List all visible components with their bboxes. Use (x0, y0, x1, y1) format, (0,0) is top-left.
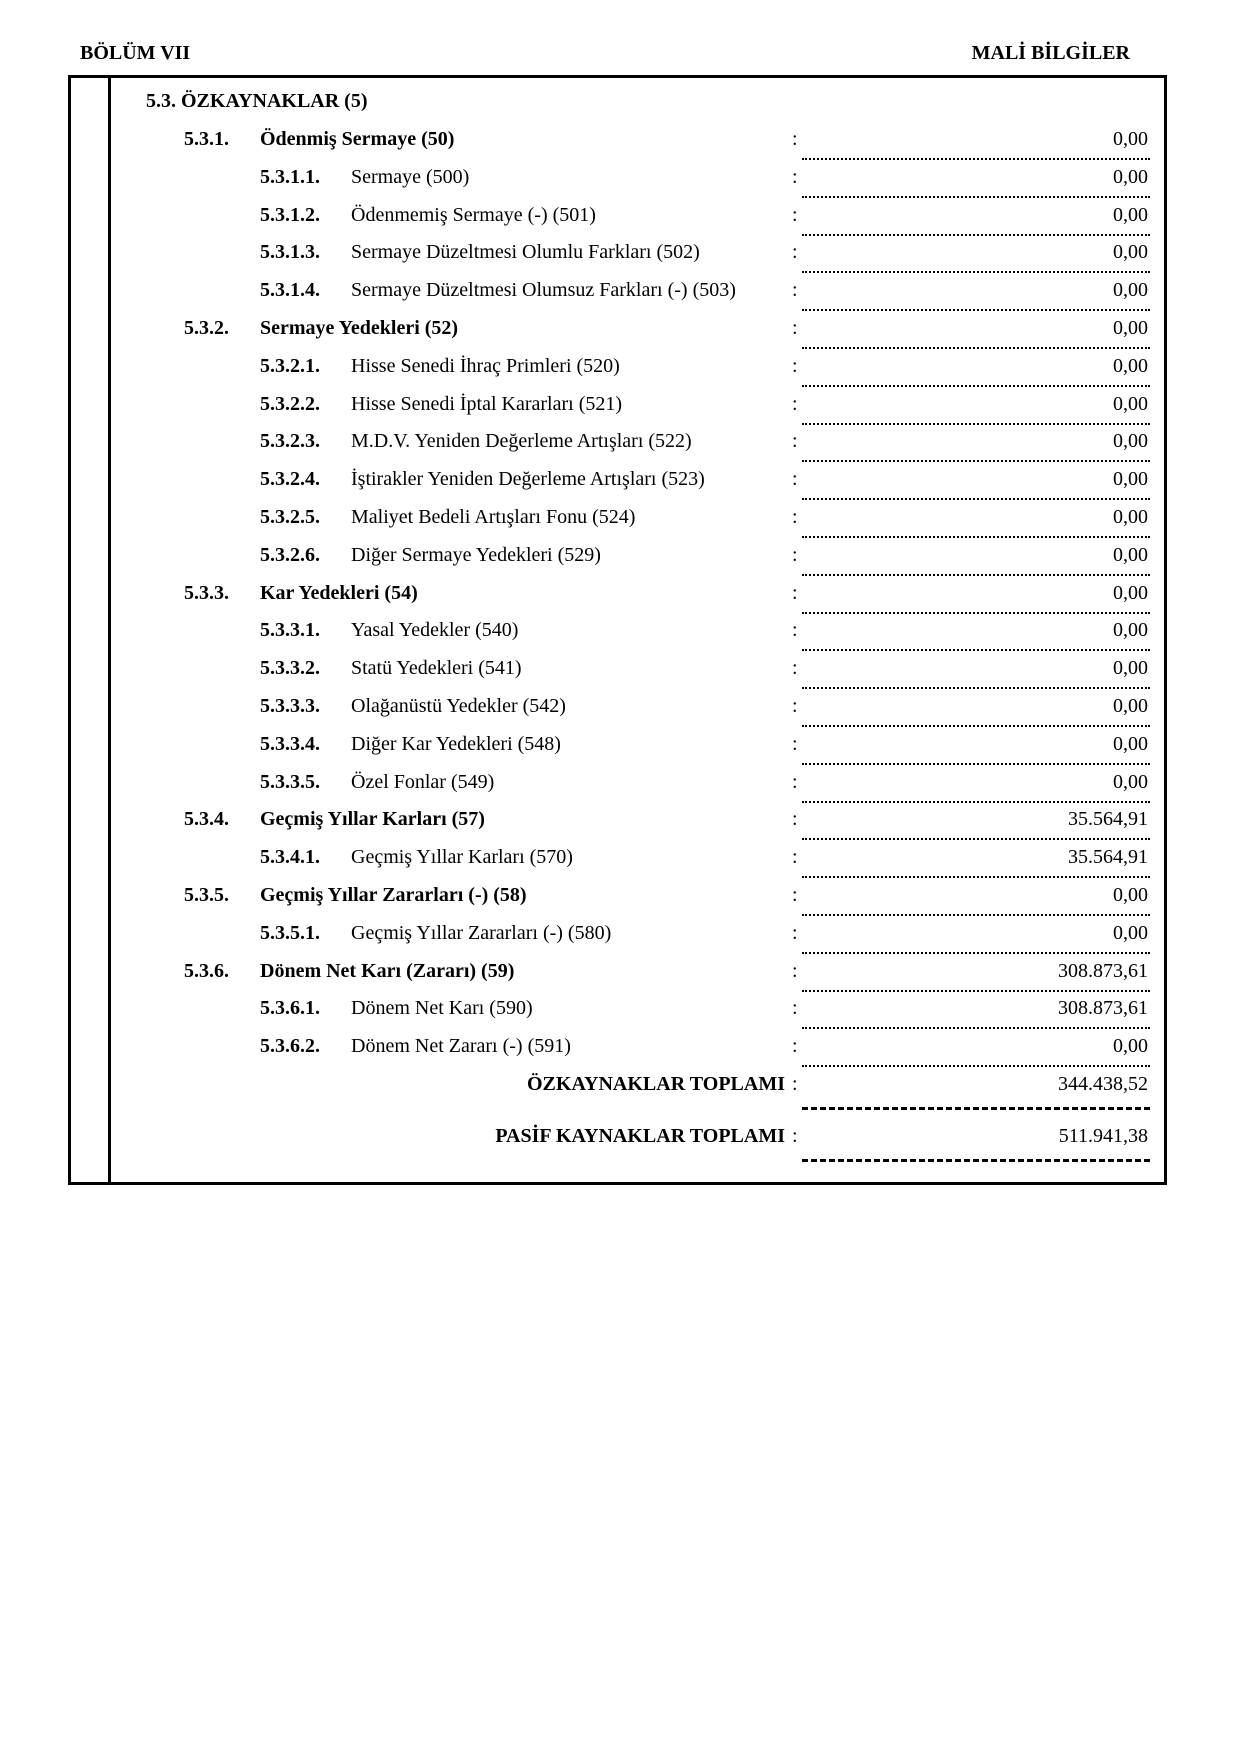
table-row (0, 317, 1240, 347)
total-value: 511.941,38 (1058, 1125, 1148, 1147)
table-row (0, 997, 1240, 1027)
value-dotted-field (802, 619, 1150, 651)
section-header: MALİ BİLGİLER (971, 42, 1130, 64)
table-row (0, 922, 1240, 952)
value-dotted-field (802, 241, 1150, 273)
row-value: 0,00 (1113, 770, 1148, 793)
row-colon: : (792, 543, 798, 566)
total-dashed-field (802, 1125, 1150, 1162)
row-label: Dönem Net Zararı (-) (591) (351, 1035, 571, 1058)
section-title: 5.3. ÖZKAYNAKLAR (5) (146, 90, 368, 112)
row-value: 0,00 (1113, 165, 1148, 188)
row-colon: : (792, 1035, 798, 1058)
row-number: 5.3.1.2. (260, 203, 320, 226)
value-dotted-field (802, 922, 1150, 954)
table-row (0, 846, 1240, 876)
row-number: 5.3.3.1. (260, 619, 320, 642)
row-number: 5.3.3.4. (260, 732, 320, 755)
row-label: Ödenmemiş Sermaye (-) (501) (351, 203, 596, 226)
value-dotted-field (802, 771, 1150, 803)
row-label: Geçmiş Yıllar Zararları (-) (58) (260, 884, 527, 906)
row-value: 0,00 (1113, 430, 1148, 453)
value-dotted-field (802, 128, 1150, 160)
row-label: Sermaye Düzeltmesi Olumlu Farkları (502) (351, 241, 700, 264)
row-number: 5.3.2.3. (260, 430, 320, 453)
row-colon: : (792, 392, 798, 415)
value-dotted-field (802, 733, 1150, 765)
row-number: 5.3.4.1. (260, 846, 320, 869)
row-number: 5.3.2.1. (260, 354, 320, 377)
chapter-header: BÖLÜM VII (80, 42, 191, 64)
table-row (0, 1035, 1240, 1065)
row-colon: : (792, 846, 798, 869)
value-dotted-field (802, 430, 1150, 462)
row-label: Dönem Net Karı (Zararı) (59) (260, 959, 515, 982)
value-dotted-field (802, 355, 1150, 387)
row-colon: : (792, 884, 798, 906)
table-row (0, 204, 1240, 234)
row-label: M.D.V. Yeniden Değerleme Artışları (522) (351, 430, 692, 453)
row-label: Diğer Kar Yedekleri (548) (351, 732, 561, 755)
row-value: 0,00 (1113, 279, 1148, 302)
row-colon: : (792, 203, 798, 226)
row-number: 5.3.6.2. (260, 1035, 320, 1058)
row-label: Özel Fonlar (549) (351, 770, 495, 793)
table-row (0, 808, 1240, 838)
value-dotted-field (802, 582, 1150, 614)
row-number: 5.3.2.2. (260, 392, 320, 415)
row-colon: : (792, 732, 798, 755)
row-value: 308.873,61 (1058, 997, 1148, 1020)
row-colon: : (792, 430, 798, 453)
row-value: 0,00 (1113, 921, 1148, 944)
row-number: 5.3.6.1. (260, 997, 320, 1020)
table-row (0, 128, 1240, 158)
row-label: Sermaye (500) (351, 165, 470, 188)
value-dotted-field (802, 204, 1150, 236)
row-colon: : (792, 468, 798, 491)
total-value: 344.438,52 (1058, 1073, 1148, 1095)
row-label: Sermaye Düzeltmesi Olumsuz Farkları (-) (503) (351, 279, 736, 302)
row-label: Geçmiş Yıllar Karları (570) (351, 846, 573, 869)
row-label: Maliyet Bedeli Artışları Fonu (524) (351, 506, 636, 528)
row-label: Kar Yedekleri (54) (260, 581, 418, 604)
row-value: 0,00 (1113, 619, 1148, 642)
value-dotted-field (802, 1035, 1150, 1067)
total-colon: : (792, 1125, 798, 1147)
value-dotted-field (802, 657, 1150, 689)
row-number: 5.3.4. (184, 808, 229, 831)
value-dotted-field (802, 544, 1150, 576)
row-colon: : (792, 317, 798, 339)
row-colon: : (792, 128, 798, 150)
value-dotted-field (802, 279, 1150, 311)
table-row (0, 166, 1240, 196)
total-label: PASİF KAYNAKLAR TOPLAMI (495, 1125, 785, 1147)
row-label: Statü Yedekleri (541) (351, 657, 522, 680)
row-colon: : (792, 997, 798, 1020)
row-label: Hisse Senedi İhraç Primleri (520) (351, 354, 620, 377)
value-dotted-field (802, 506, 1150, 538)
row-number: 5.3.3.3. (260, 695, 320, 717)
row-colon: : (792, 279, 798, 302)
value-dotted-field (802, 960, 1150, 992)
row-value: 0,00 (1113, 354, 1148, 377)
row-colon: : (792, 506, 798, 528)
value-dotted-field (802, 846, 1150, 878)
table-row (0, 619, 1240, 649)
total-label: ÖZKAYNAKLAR TOPLAMI (526, 1073, 785, 1095)
table-row (0, 884, 1240, 914)
row-value: 0,00 (1113, 657, 1148, 680)
row-colon: : (792, 921, 798, 944)
row-label: Diğer Sermaye Yedekleri (529) (351, 543, 601, 566)
row-value: 0,00 (1113, 732, 1148, 755)
row-colon: : (792, 770, 798, 793)
row-value: 0,00 (1113, 241, 1148, 264)
row-colon: : (792, 241, 798, 264)
row-number: 5.3.5. (184, 884, 229, 906)
value-dotted-field (802, 317, 1150, 349)
row-label: Geçmiş Yıllar Karları (57) (260, 808, 485, 831)
row-value: 0,00 (1113, 884, 1148, 906)
row-colon: : (792, 619, 798, 642)
row-value: 0,00 (1113, 392, 1148, 415)
table-row (0, 544, 1240, 574)
row-number: 5.3.5.1. (260, 921, 320, 944)
table-row (0, 393, 1240, 423)
row-number: 5.3.2.5. (260, 506, 320, 528)
row-value: 0,00 (1113, 506, 1148, 528)
total-row (0, 1073, 1240, 1103)
row-colon: : (792, 354, 798, 377)
row-colon: : (792, 165, 798, 188)
row-value: 308.873,61 (1058, 959, 1148, 982)
row-colon: : (792, 695, 798, 717)
row-colon: : (792, 657, 798, 680)
table-row (0, 430, 1240, 460)
row-value: 35.564,91 (1068, 846, 1148, 869)
value-dotted-field (802, 884, 1150, 916)
row-value: 35.564,91 (1068, 808, 1148, 831)
table-row (0, 355, 1240, 385)
row-label: Sermaye Yedekleri (52) (260, 317, 459, 339)
row-label: Yasal Yedekler (540) (351, 619, 519, 642)
row-value: 0,00 (1113, 128, 1148, 150)
row-number: 5.3.2.6. (260, 543, 320, 566)
table-row (0, 241, 1240, 271)
table-row (0, 733, 1240, 763)
row-value: 0,00 (1113, 1035, 1148, 1058)
row-colon: : (792, 581, 798, 604)
total-dashed-field (802, 1073, 1150, 1110)
row-label: Dönem Net Karı (590) (351, 997, 533, 1020)
row-label: Hisse Senedi İptal Kararları (521) (351, 392, 623, 415)
value-dotted-field (802, 166, 1150, 198)
row-number: 5.3.2. (184, 317, 229, 339)
row-number: 5.3.3.5. (260, 770, 320, 793)
row-value: 0,00 (1113, 581, 1148, 604)
row-colon: : (792, 959, 798, 982)
table-row (0, 657, 1240, 687)
table-row (0, 771, 1240, 801)
value-dotted-field (802, 997, 1150, 1029)
row-value: 0,00 (1113, 468, 1148, 491)
value-dotted-field (802, 468, 1150, 500)
total-colon: : (792, 1073, 798, 1095)
table-row (0, 960, 1240, 990)
row-number: 5.3.6. (184, 959, 229, 982)
row-number: 5.3.3. (184, 581, 229, 604)
row-label: İştirakler Yeniden Değerleme Artışları (523) (351, 468, 705, 491)
table-row (0, 695, 1240, 725)
table-row (0, 582, 1240, 612)
value-dotted-field (802, 695, 1150, 727)
row-value: 0,00 (1113, 317, 1148, 339)
row-number: 5.3.2.4. (260, 468, 320, 491)
value-dotted-field (802, 808, 1150, 840)
table-row (0, 468, 1240, 498)
table-row (0, 506, 1240, 536)
table-row (0, 279, 1240, 309)
row-label: Geçmiş Yıllar Zararları (-) (580) (351, 921, 612, 944)
row-value: 0,00 (1113, 543, 1148, 566)
row-value: 0,00 (1113, 695, 1148, 717)
row-colon: : (792, 808, 798, 831)
total-row (0, 1125, 1240, 1155)
row-label: Ödenmiş Sermaye (50) (260, 128, 455, 150)
row-number: 5.3.1.4. (260, 279, 320, 302)
row-label: Olağanüstü Yedekler (542) (351, 695, 566, 717)
value-dotted-field (802, 393, 1150, 425)
row-number: 5.3.1.1. (260, 165, 320, 188)
row-number: 5.3.1.3. (260, 241, 320, 264)
row-number: 5.3.1. (184, 128, 229, 150)
row-number: 5.3.3.2. (260, 657, 320, 680)
row-value: 0,00 (1113, 203, 1148, 226)
